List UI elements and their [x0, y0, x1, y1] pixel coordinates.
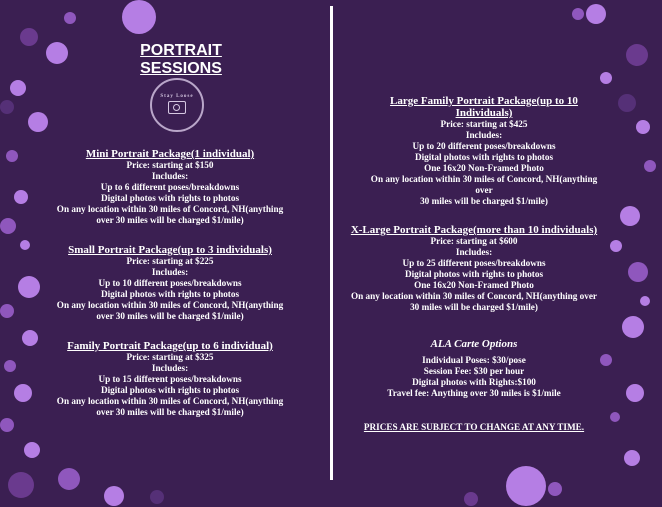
package-line: Digital photos with rights to photos [404, 269, 544, 279]
bubble [46, 42, 68, 64]
page-title: PORTRAIT SESSIONS [140, 42, 222, 77]
bubble [626, 44, 648, 66]
ala-carte-line: Travel fee: Anything over 30 miles is $1/mile [387, 388, 561, 398]
bubble [58, 468, 80, 490]
bubble [622, 316, 644, 338]
brand-logo [150, 78, 204, 132]
bubble [626, 384, 644, 402]
bubble [24, 442, 40, 458]
bubble [150, 490, 164, 504]
package-family [52, 340, 288, 418]
bubble [28, 112, 48, 132]
package-line: over 30 miles will be charged $1/mile) [96, 215, 244, 225]
package-line: One 16x20 Non-Framed Photo [414, 280, 534, 290]
package-line: 30 miles will be charged $1/mile) [410, 302, 538, 312]
package-line: Price: starting at $150 [126, 160, 214, 170]
bubble [0, 304, 14, 318]
bubble [6, 150, 18, 162]
bubble [104, 486, 124, 506]
package-line: Digital photos with rights to photos [414, 152, 554, 162]
bubble [0, 100, 14, 114]
package-line: Up to 6 different poses/breakdowns [100, 182, 240, 192]
bubble [640, 296, 650, 306]
package-line: On any location within 30 miles of Concord, NH(anything [56, 396, 284, 406]
bubble [618, 94, 636, 112]
package-large-family [366, 95, 602, 207]
package-mini [52, 148, 288, 226]
bubble [14, 190, 28, 204]
package-line: Digital photos with rights to photos [100, 385, 240, 395]
package-line: Price: starting at $600 [430, 236, 518, 246]
bubble [572, 8, 584, 20]
package-line: Includes: [465, 130, 503, 140]
package-line: Price: starting at $225 [126, 256, 214, 266]
package-line: Digital photos with rights to photos [100, 193, 240, 203]
package-title: Large Family Portrait Package(up to 10 Individuals) [390, 95, 578, 119]
bubble [122, 0, 156, 34]
bubble [14, 384, 32, 402]
ala-carte-section [336, 338, 612, 399]
package-line: Includes: [455, 247, 493, 257]
package-line: Price: starting at $425 [440, 119, 528, 129]
bubble [644, 160, 656, 172]
logo-text: Stay Loose [160, 94, 194, 99]
bubble [464, 492, 478, 506]
column-divider [330, 6, 333, 480]
package-small [52, 244, 288, 322]
package-line: 30 miles will be charged $1/mile) [420, 196, 548, 206]
package-line: Price: starting at $325 [126, 352, 214, 362]
package-line: Includes: [151, 363, 189, 373]
bubble [636, 120, 650, 134]
bubble [10, 80, 26, 96]
price-notice [336, 422, 612, 433]
bubble [20, 28, 38, 46]
camera-icon [168, 101, 186, 114]
package-line: over 30 miles will be charged $1/mile) [96, 311, 244, 321]
bubble [506, 466, 546, 506]
ala-carte-line: Individual Poses: $30/pose [422, 355, 526, 365]
package-line: Up to 10 different poses/breakdowns [98, 278, 242, 288]
package-title: Mini Portrait Package(1 individual) [85, 148, 255, 160]
package-title: Family Portrait Package(up to 6 individual) [67, 340, 273, 352]
bubble [22, 330, 38, 346]
package-line: over 30 miles will be charged $1/mile) [96, 407, 244, 417]
bubble [586, 4, 606, 24]
package-line: Includes: [151, 171, 189, 181]
bubble [624, 450, 640, 466]
package-x-large [336, 224, 612, 313]
bubble [18, 276, 40, 298]
package-title: Small Portrait Package(up to 3 individuals) [68, 244, 272, 256]
package-title: X-Large Portrait Package(more than 10 individuals) [350, 224, 598, 236]
bubble [20, 240, 30, 250]
package-line: On any location within 30 miles of Concord, NH(anything over [370, 174, 598, 195]
bubble [628, 262, 648, 282]
package-line: Up to 15 different poses/breakdowns [98, 374, 242, 384]
bubble [64, 12, 76, 24]
price-notice-text: PRICES ARE SUBJECT TO CHANGE AT ANY TIME. [363, 422, 585, 432]
ala-carte-line: Digital photos with Rights:$100 [412, 377, 536, 387]
package-line: Up to 25 different poses/breakdowns [402, 258, 546, 268]
package-line: On any location within 30 miles of Concord, NH(anything [56, 300, 284, 310]
bubble [620, 206, 640, 226]
package-line: On any location within 30 miles of Concord, NH(anything over [350, 291, 598, 301]
bubble [4, 360, 16, 372]
bubble [548, 482, 562, 496]
bubble [8, 472, 34, 498]
bubble [600, 72, 612, 84]
ala-carte-title: ALA Carte Options [430, 338, 518, 350]
bubble [0, 218, 16, 234]
package-line: Up to 20 different poses/breakdowns [412, 141, 556, 151]
bubble [0, 418, 14, 432]
package-line: One 16x20 Non-Framed Photo [424, 163, 544, 173]
ala-carte-line: Session Fee: $30 per hour [423, 366, 525, 376]
package-line: Digital photos with rights to photos [100, 289, 240, 299]
bubble [610, 412, 620, 422]
package-line: On any location within 30 miles of Concord, NH(anything [56, 204, 284, 214]
package-line: Includes: [151, 267, 189, 277]
